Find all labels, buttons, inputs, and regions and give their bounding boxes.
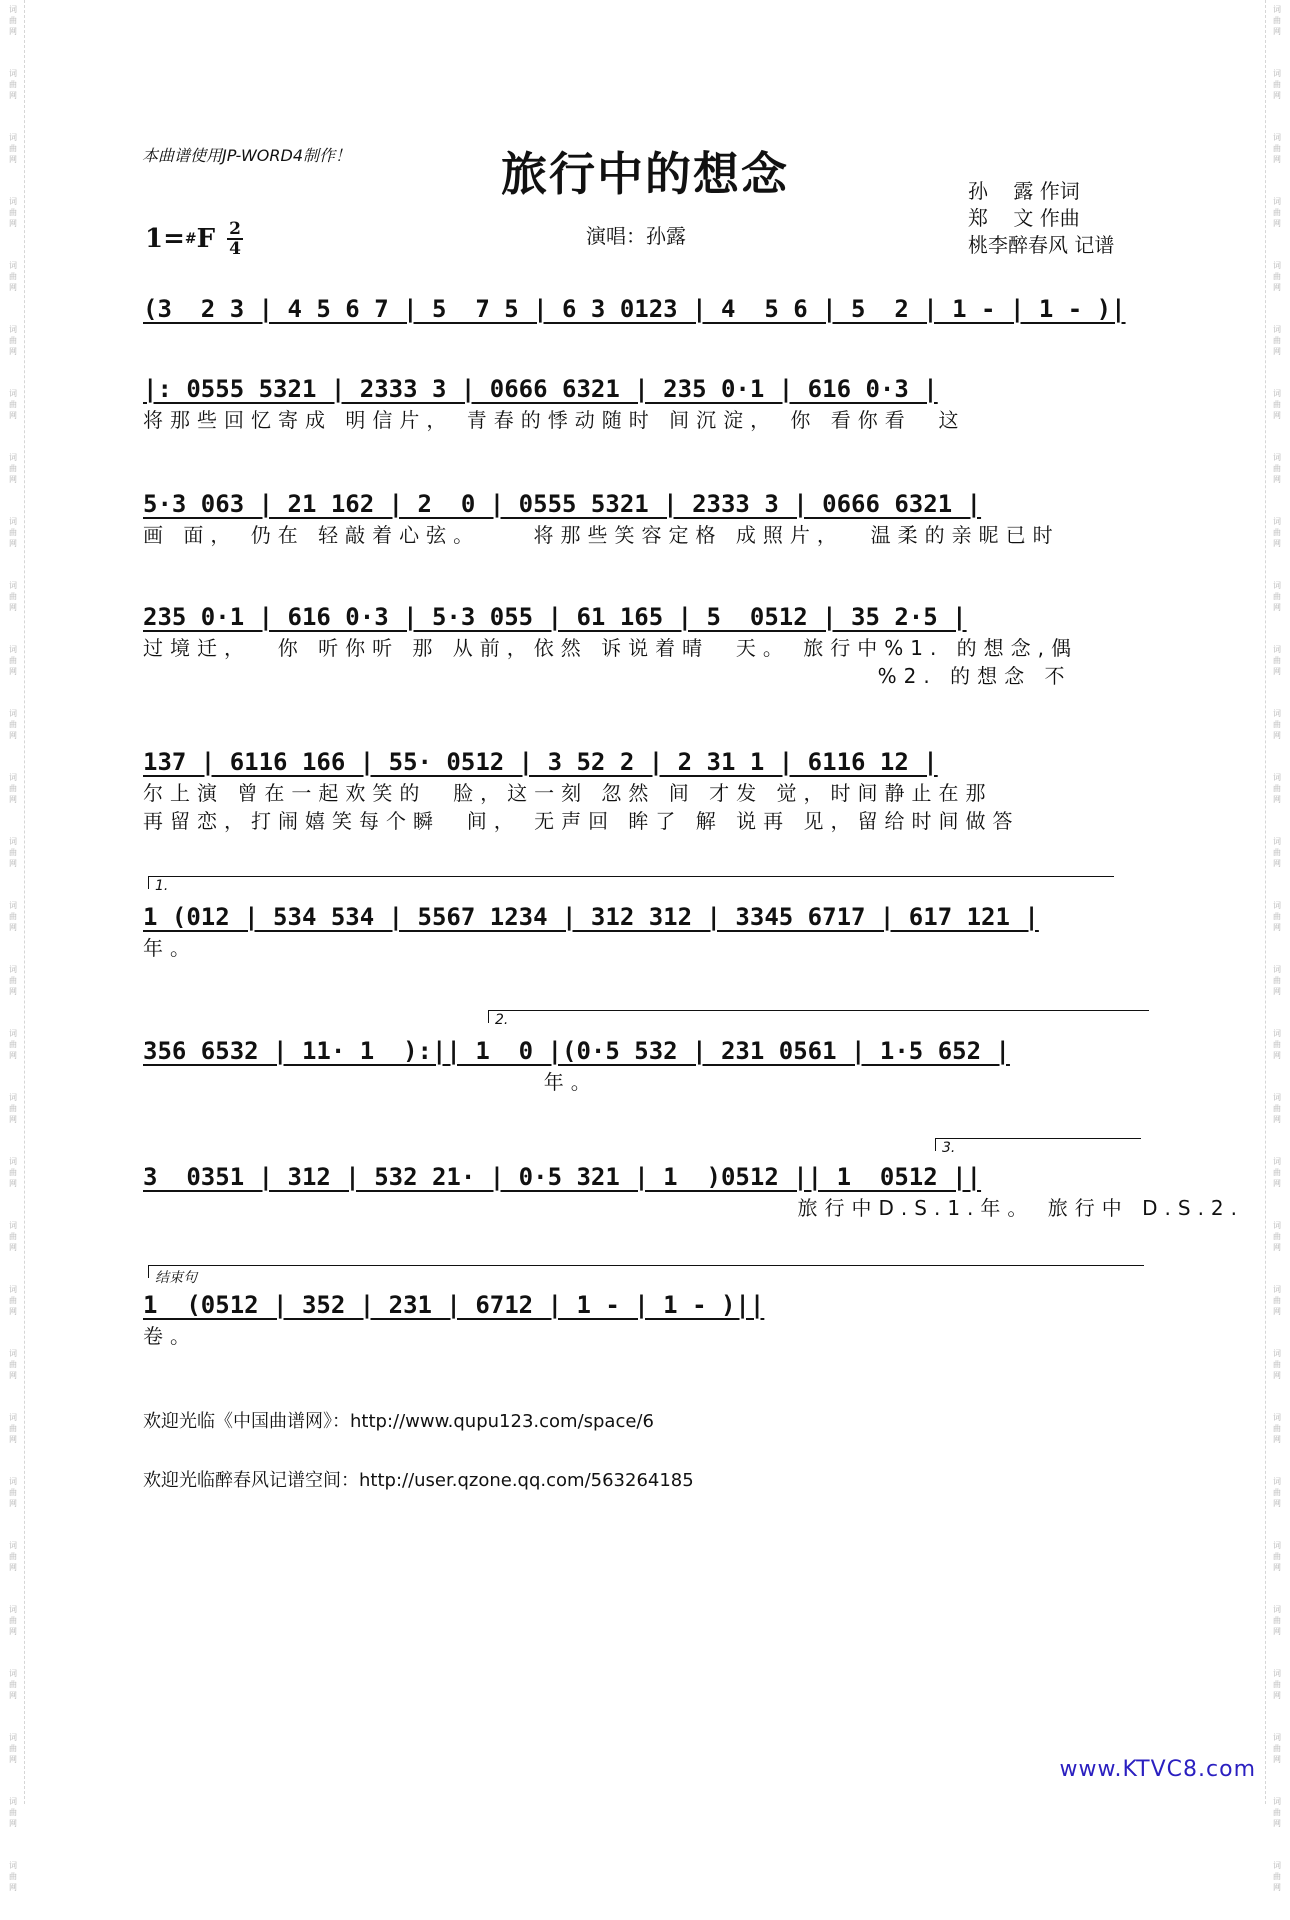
volta-1: 1.	[148, 876, 1114, 889]
watermark-text: 词 曲 网	[9, 1669, 17, 1700]
staff-row-9	[143, 1288, 1153, 1350]
lyricist-credit: 孙 露 作词	[968, 179, 1080, 203]
coda-bracket: 结束句	[148, 1265, 1144, 1278]
watermark-text: 词 曲 网	[1273, 325, 1281, 356]
notation-line: 356 6532 | 11· 1 ):|| 1 0 |(0·5 532 | 231 0561 | 1·5 652 |	[143, 1037, 1010, 1065]
watermark-text: 词 曲 网	[9, 389, 17, 420]
watermark-text: 词 曲 网	[1273, 965, 1281, 996]
watermark-text: 词 曲 网	[9, 1093, 17, 1124]
left-watermark-strip	[2, 0, 25, 1892]
watermark-text: 词 曲 网	[1273, 1349, 1281, 1380]
watermark-text: 词 曲 网	[9, 1029, 17, 1060]
staff-row-4	[143, 600, 1153, 690]
watermark-text: 词 曲 网	[9, 261, 17, 292]
song-title: 旅行中的想念	[501, 147, 789, 201]
lyric-line: 旅行中D.S.1.年。 旅行中 D.S.2.	[143, 1196, 1245, 1220]
watermark-text: 词 曲 网	[9, 1541, 17, 1572]
staff-row-6	[143, 900, 1153, 962]
watermark-text: 词 曲 网	[1273, 581, 1281, 612]
watermark-text: 词 曲 网	[1273, 901, 1281, 932]
watermark-text: 词 曲 网	[1273, 1285, 1281, 1316]
key-signature	[145, 220, 243, 258]
watermark-text: 词 曲 网	[9, 581, 17, 612]
watermark-text: 词 曲 网	[9, 709, 17, 740]
sharp-sign: #	[184, 231, 197, 247]
watermark-text: 词 曲 网	[1273, 1221, 1281, 1252]
staff-row-3	[143, 487, 1153, 549]
composer-credit: 郑 文 作曲	[968, 206, 1080, 230]
watermark-text: 词 曲 网	[9, 1157, 17, 1188]
credits-block	[968, 178, 1114, 259]
watermark-text: 词 曲 网	[1273, 1093, 1281, 1124]
watermark-text: 词 曲 网	[1273, 453, 1281, 484]
staff-row-2	[143, 372, 1153, 434]
watermark-text: 词 曲 网	[9, 1477, 17, 1508]
watermark-text: 词 曲 网	[1273, 5, 1281, 36]
time-signature	[227, 220, 243, 258]
lyric-line: 将那些回忆寄成 明信片， 青春的悸动随时 间沉淀， 你 看你看 这	[143, 408, 966, 432]
watermark-text: 词 曲 网	[9, 69, 17, 100]
right-watermark-strip	[1265, 0, 1288, 1892]
lyric-line: 年。	[143, 936, 197, 960]
time-numerator: 2	[229, 219, 242, 239]
lyric-line: 再留恋，打闹嬉笑每个瞬 间， 无声回 眸了 解 说再 见，留给时间做答	[143, 809, 1020, 833]
singer-credit: 演唱：孙露	[586, 224, 686, 248]
watermark-text: 词 曲 网	[1273, 1797, 1281, 1828]
lyric-line: 画 面， 仍在 轻敲着心弦。 将那些笑容定格 成照片， 温柔的亲昵已时	[143, 523, 1060, 547]
watermark-text: 词 曲 网	[1273, 69, 1281, 100]
watermark-text: 词 曲 网	[9, 197, 17, 228]
watermark-text: 词 曲 网	[9, 517, 17, 548]
watermark-text: 词 曲 网	[1273, 1541, 1281, 1572]
watermark-text: 词 曲 网	[9, 1605, 17, 1636]
staff-row-8	[143, 1160, 1245, 1222]
lyric-line: 尔上演 曾在一起欢笑的 脸，这一刻 忽然 间 才发 觉，时间静止在那	[143, 781, 993, 805]
watermark-text: 词 曲 网	[9, 965, 17, 996]
watermark-text: 词 曲 网	[1273, 517, 1281, 548]
watermark-text: 词 曲 网	[9, 1413, 17, 1444]
lyric-line: 卷。	[143, 1324, 197, 1348]
watermark-text: 词 曲 网	[1273, 709, 1281, 740]
lyric-line: %2. 的想念 不	[143, 664, 1072, 688]
notation-line: 3 0351 | 312 | 532 21· | 0·5 321 | 1 )0512 || 1 0512 ||	[143, 1163, 982, 1191]
watermark-text: 词 曲 网	[1273, 133, 1281, 164]
watermark-text: 词 曲 网	[9, 1733, 17, 1764]
notation-line: (3 2 3 | 4 5 6 7 | 5 7 5 | 6 3 0123 | 4 5 6 | 5 2 | 1 - | 1 - )|	[143, 295, 1126, 323]
watermark-text: 词 曲 网	[1273, 773, 1281, 804]
watermark-text: 词 曲 网	[9, 1221, 17, 1252]
key-prefix: 1=	[145, 224, 185, 254]
brand-logo: www.KTVC8.com	[1059, 1757, 1256, 1782]
watermark-text: 词 曲 网	[9, 1349, 17, 1380]
watermark-text: 词 曲 网	[9, 1861, 17, 1892]
watermark-text: 词 曲 网	[1273, 261, 1281, 292]
software-note: 本曲谱使用JP-WORD4制作！	[142, 146, 352, 165]
staff-row-1	[143, 292, 1153, 326]
watermark-text: 词 曲 网	[9, 453, 17, 484]
watermark-text: 词 曲 网	[1273, 1733, 1281, 1764]
watermark-text: 词 曲 网	[9, 325, 17, 356]
watermark-text: 词 曲 网	[1273, 1669, 1281, 1700]
watermark-text: 词 曲 网	[1273, 389, 1281, 420]
volta-2: 2.	[488, 1010, 1149, 1023]
watermark-text: 词 曲 网	[9, 645, 17, 676]
watermark-text: 词 曲 网	[9, 1797, 17, 1828]
watermark-text: 词 曲 网	[9, 837, 17, 868]
key-note: F	[196, 224, 216, 254]
notation-line: 137 | 6116 166 | 55· 0512 | 3 52 2 | 2 31 1 | 6116 12 |	[143, 748, 938, 776]
lyric-line: 年。	[143, 1070, 598, 1094]
footer-link-qupu[interactable]: 欢迎光临《中国曲谱网》：http://www.qupu123.com/space/6	[143, 1411, 654, 1432]
watermark-text: 词 曲 网	[9, 133, 17, 164]
footer-link-qzone[interactable]: 欢迎光临醉春风记谱空间：http://user.qzone.qq.com/563264185	[143, 1470, 694, 1491]
watermark-text: 词 曲 网	[9, 773, 17, 804]
watermark-text: 词 曲 网	[9, 5, 17, 36]
watermark-text: 词 曲 网	[1273, 197, 1281, 228]
transcriber-credit: 桃李醉春风 记谱	[968, 233, 1115, 257]
staff-row-5	[143, 745, 1153, 835]
watermark-text: 词 曲 网	[1273, 1157, 1281, 1188]
notation-line: 235 0·1 | 616 0·3 | 5·3 055 | 61 165 | 5 0512 | 35 2·5 |	[143, 603, 967, 631]
notation-line: 1 (0512 | 352 | 231 | 6712 | 1 - | 1 - )||	[143, 1291, 765, 1319]
notation-line: 5·3 063 | 21 162 | 2 0 | 0555 5321 | 2333 3 | 0666 6321 |	[143, 490, 982, 518]
time-denominator: 4	[229, 239, 242, 259]
watermark-text: 词 曲 网	[1273, 1861, 1281, 1892]
staff-row-7	[143, 1034, 1153, 1096]
watermark-text: 词 曲 网	[9, 901, 17, 932]
watermark-text: 词 曲 网	[1273, 837, 1281, 868]
watermark-text: 词 曲 网	[1273, 1477, 1281, 1508]
watermark-text: 词 曲 网	[1273, 1413, 1281, 1444]
notation-line: |: 0555 5321 | 2333 3 | 0666 6321 | 235 0·1 | 616 0·3 |	[143, 375, 938, 403]
watermark-text: 词 曲 网	[9, 1285, 17, 1316]
watermark-text: 词 曲 网	[1273, 645, 1281, 676]
watermark-text: 词 曲 网	[1273, 1605, 1281, 1636]
lyric-line: 过境迁， 你 听你听 那 从前，依然 诉说着晴 天。 旅行中%1. 的想念,偶	[143, 636, 1079, 660]
volta-3: 3.	[935, 1138, 1141, 1151]
watermark-text: 词 曲 网	[1273, 1029, 1281, 1060]
notation-line: 1 (012 | 534 534 | 5567 1234 | 312 312 | 3345 6717 | 617 121 |	[143, 903, 1039, 931]
